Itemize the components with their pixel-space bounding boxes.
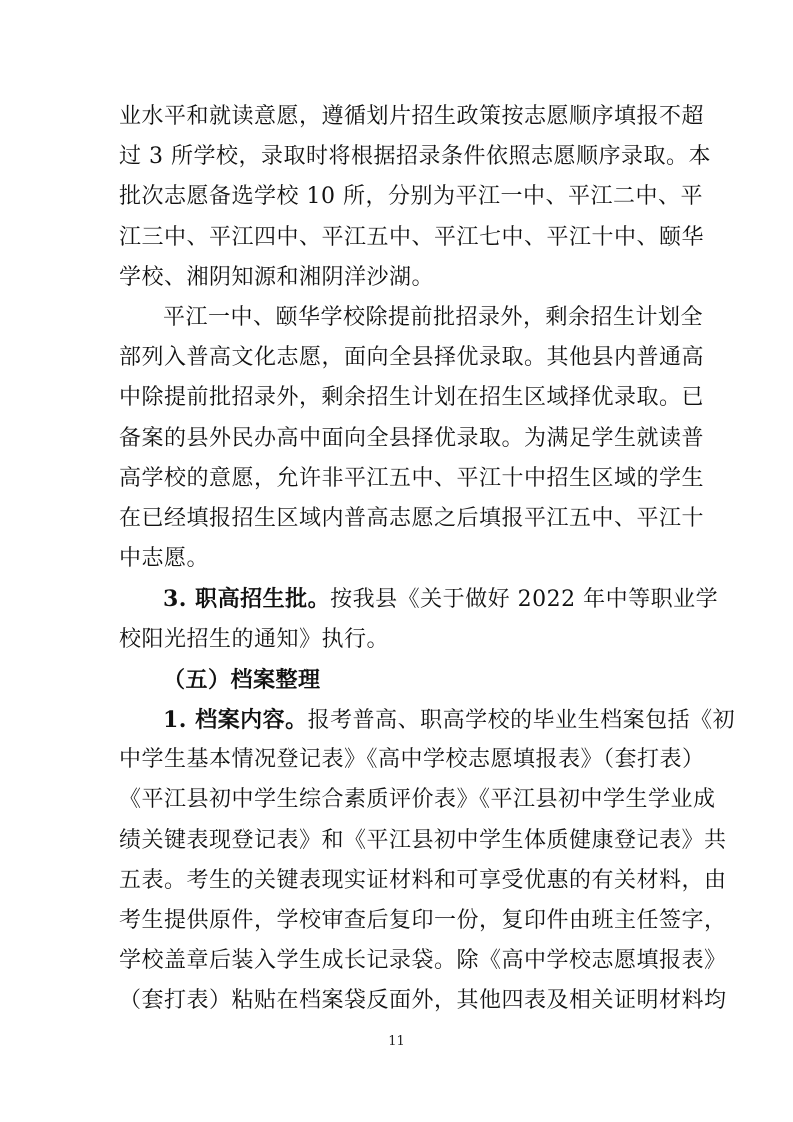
text-line: 学校盖章后装入学生成长记录袋。除《高中学校志愿填报表》 [119,948,727,974]
text-line [163,584,719,614]
text-run: 按我县《关于做好 2022 年中等职业学 [330,587,719,613]
text-line: 中志愿。 [119,546,210,572]
text-line: 高学校的意愿，允许非平江五中、平江十中招生区域的学生 [119,465,705,491]
text-line: 绩关键表现登记表》和《平江县初中学生体质健康登记表》共 [119,827,727,853]
paragraph-heading: 3. 职高招生批。 [163,586,331,613]
text-line: 部列入普高文化志愿，面向全县择优录取。其他县内普通高 [119,345,705,371]
text-line: 江三中、平江四中、平江五中、平江七中、平江十中、颐华 [119,224,705,250]
text-line: 平江一中、颐华学校除提前批招录外，剩余招生计划全 [163,305,704,330]
text-line: 在已经填报招生区域内普高志愿之后填报平江五中、平江十 [119,506,705,531]
text-run: 报考普高、职高学校的毕业生档案包括《初 [307,708,736,733]
text-line [163,705,736,735]
text-line: 中除提前批招录外，剩余招生计划在招生区域择优录取。已 [119,385,705,411]
section-heading: （五）档案整理 [163,666,321,693]
text-line: 五表。考生的关键表现实证材料和可享受优惠的有关材料，由 [119,867,727,893]
page-number: 11 [388,1034,405,1049]
text-line: 批次志愿备选学校 10 所，分别为平江一中、平江二中、平 [119,184,703,210]
text-line: 校阳光招生的通知》执行。 [119,626,390,652]
text-line: 过 3 所学校，录取时将根据招录条件依照志愿顺序录取。本 [119,144,711,170]
text-line: 备案的县外民办高中面向全县择优录取。为满足学生就读普 [119,425,705,451]
text-line: （套打表）粘贴在档案袋反面外，其他四表及相关证明材料均 [119,988,727,1014]
text-line: 业水平和就读意愿，遵循划片招生政策按志愿顺序填报不超 [119,104,705,129]
text-line: 中学生基本情况登记表》《高中学校志愿填报表》（套打表） [119,747,705,773]
text-line: 学校、湘阴知源和湘阴洋沙湖。 [119,264,435,290]
text-line: 考生提供原件，学校审查后复印一份，复印件由班主任签字， [119,908,727,933]
text-line: 《平江县初中学生综合素质评价表》《平江县初中学生学业成 [119,787,716,813]
paragraph-heading: 1. 档案内容。 [163,707,308,733]
